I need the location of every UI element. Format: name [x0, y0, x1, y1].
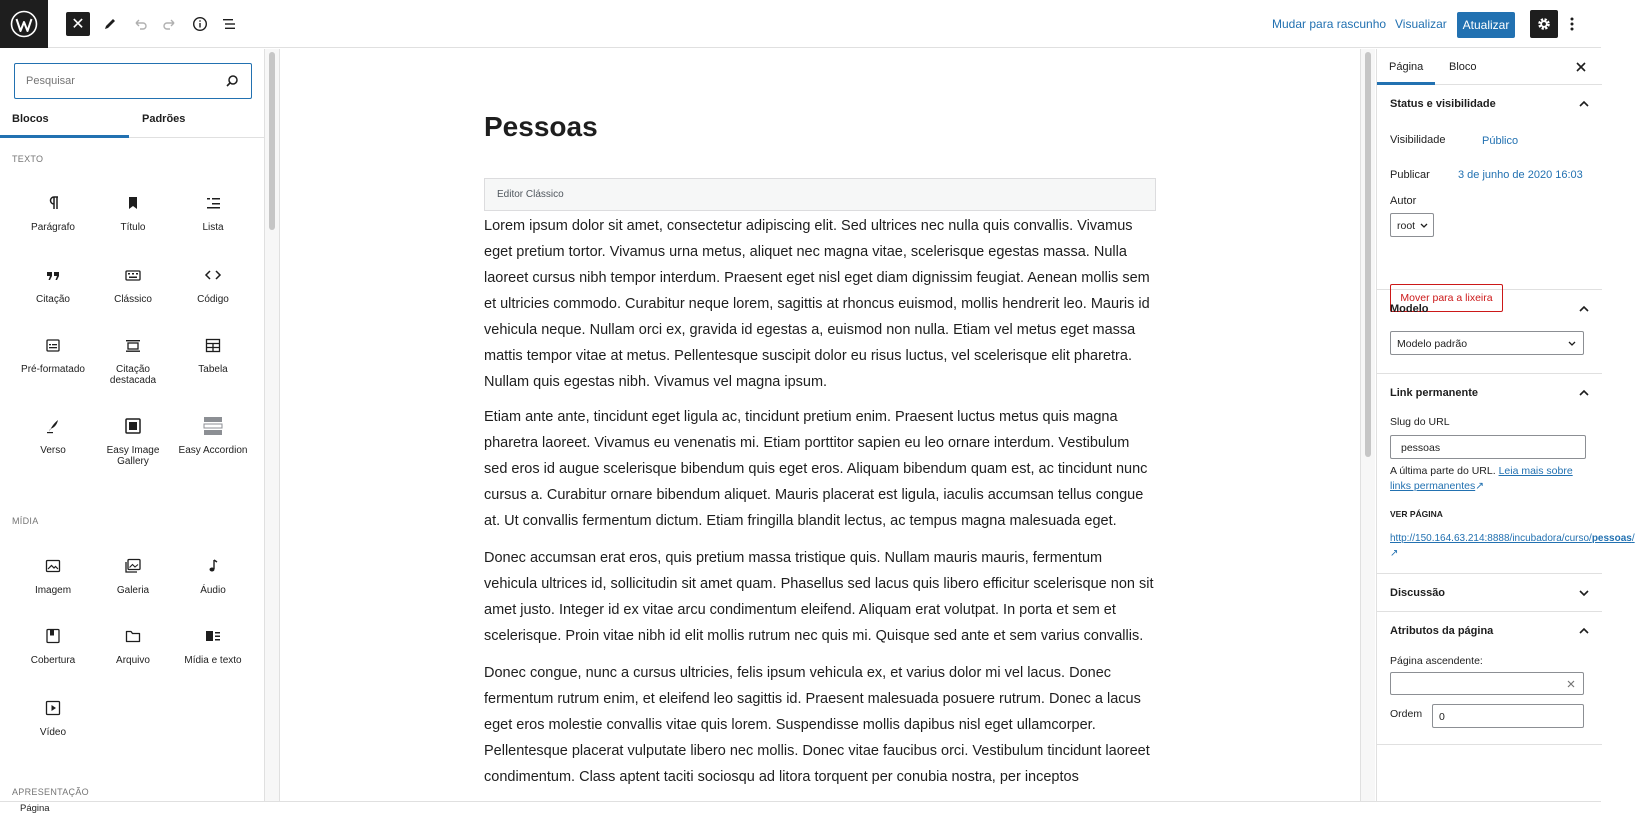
paragraph[interactable]: Donec accumsan erat eros, quis pretium massa tristique quis. Nullam mauris mauris, fermentum vehicula ultrices id, sollicitudin sit amet quam. Phasellus sed lacus quis libero efficitur scelerisque non sit amet justo. Integer id ex vitae arcu condimentum eleifend. Aliquam erat volutpat. In porta et sem et scelerisque. Proin vitae nibh id elit mollis rutrum nec quis mi. Quisque sed ante et sem varius convallis. [484, 550, 1154, 644]
block-pullquote[interactable] [93, 333, 173, 386]
pullquote-icon [123, 335, 143, 355]
panel-title[interactable]: Modelo [1390, 303, 1429, 315]
visibility-label: Visibilidade [1390, 134, 1446, 146]
audio-icon [203, 556, 223, 576]
slug-input[interactable] [1390, 435, 1586, 459]
block-label: Mídia e texto [184, 655, 242, 666]
url-end[interactable]: / [1631, 533, 1635, 544]
block-gallery[interactable] [93, 554, 173, 596]
block-video[interactable] [13, 696, 93, 738]
active-tab-indicator [0, 135, 129, 138]
chevron-down-icon [1420, 223, 1428, 229]
chevron-up-icon[interactable] [1578, 98, 1590, 110]
canvas-scrollbar[interactable] [1360, 49, 1375, 801]
parent-page-label: Página ascendente: [1390, 655, 1483, 667]
block-search-input[interactable] [14, 63, 252, 99]
redo-icon [162, 16, 178, 32]
clear-icon[interactable] [1567, 680, 1575, 688]
block-quote[interactable] [13, 263, 93, 305]
block-label: Lista [202, 222, 224, 233]
list-icon [203, 193, 223, 213]
update-button[interactable]: Atualizar [1457, 12, 1515, 38]
block-label: Arquivo [116, 655, 150, 666]
publish-label: Publicar [1390, 169, 1430, 181]
chevron-up-icon[interactable] [1578, 387, 1590, 399]
active-tab-indicator [1377, 82, 1435, 85]
code-icon [203, 265, 223, 285]
block-cover[interactable] [13, 624, 93, 666]
chevron-up-icon[interactable] [1578, 625, 1590, 637]
list-view-icon [221, 16, 237, 32]
panel-page-attributes [1377, 612, 1602, 745]
sidebar-tabs [1377, 49, 1602, 85]
url-slug[interactable]: pessoas [1591, 533, 1632, 544]
template-select[interactable] [1390, 331, 1584, 355]
block-verse[interactable] [13, 414, 93, 456]
close-icon: ✕ [71, 16, 85, 33]
publish-date-toggle[interactable]: 3 de junho de 2020 16:03 [1458, 169, 1583, 181]
block-label: Cobertura [30, 655, 76, 666]
undo-icon [132, 16, 148, 32]
editor-canvas [280, 49, 1360, 801]
panel-title[interactable]: Status e visibilidade [1390, 98, 1496, 110]
paragraph[interactable]: Etiam ante ante, tincidunt eget ligula ac, tincidunt pretium enim. Praesent luctus metus quis magna pharetra laoreet. Vivamus eu venenatis mi. Etiam porttitor sapien eu leo ornare interdum. Vestibulum sed eros id augue scelerisque bibendum quis eget eros. Aliquam bibendum quam est, ac tincidunt nunc cursus a. Curabitur ornare bibendum aliquet. Mauris placerat est ligula, iaculis accumsan tellus congue at. Ut convallis fermentum dictum. Etiam fringilla blandit lectus, ac tempus magna malesuada eget. [484, 409, 1148, 529]
chevron-up-icon[interactable] [1578, 303, 1590, 315]
preformatted-icon [43, 335, 63, 355]
panel-title[interactable]: Atributos da página [1390, 625, 1494, 637]
close-icon[interactable] [1576, 62, 1586, 72]
more-options-button[interactable] [1561, 12, 1583, 36]
gallery-plugin-icon [123, 416, 143, 436]
parent-page-input[interactable] [1390, 672, 1584, 695]
paragraph[interactable]: Donec congue, nunc a cursus ultricies, felis ipsum vehicula ex, et varius dolor mi vel lacus. Donec fermentum rutrum enim, et eleifend leo sagittis id. Praesent malesuada posuere rutrum. Donec a lacus eget eros molestie convallis vitae quis lorem. Suspendisse mollis dapibus nisl eget ullamcorper. Pellentesque placerat vulputate libero nec mollis. Donec vitae faucibus orci. Vestibulum tincidunt laoreet condimentum. Class aptent taciti sociosqu ad litora torquent per conubia nostra, per inceptos [484, 665, 1150, 785]
page-title[interactable]: Pessoas [484, 111, 598, 142]
order-input[interactable] [1432, 704, 1584, 728]
block-breadcrumb-bar [0, 801, 1601, 813]
editor-header [0, 0, 1601, 48]
chevron-down-icon [1568, 341, 1576, 347]
block-label: Tabela [198, 364, 228, 375]
block-classic[interactable] [93, 263, 173, 305]
gallery-icon [123, 556, 143, 576]
panel-permalink [1377, 374, 1635, 574]
media-text-icon [203, 626, 223, 646]
scrollbar-thumb[interactable] [1365, 52, 1371, 457]
cover-icon [43, 626, 63, 646]
preview-button[interactable]: Visualizar [1395, 17, 1447, 31]
category-design: APRESENTAÇÃO [12, 787, 89, 797]
block-label: Verso [40, 445, 66, 456]
panel-title[interactable]: Discussão [1390, 587, 1446, 599]
block-preformatted[interactable] [13, 333, 93, 375]
gear-icon [1536, 16, 1552, 32]
close-inserter-button[interactable] [66, 12, 90, 36]
classic-editor-label: Editor Clássico [497, 189, 564, 200]
block-heading[interactable] [93, 191, 173, 233]
block-label: Clássico [114, 294, 152, 305]
pencil-icon [102, 16, 118, 32]
list-view-button[interactable] [217, 12, 241, 36]
block-image[interactable] [13, 554, 93, 596]
switch-to-draft-button[interactable]: Mudar para rascunho [1272, 17, 1387, 31]
block-list[interactable] [173, 191, 253, 233]
template-value: Modelo padrão [1397, 338, 1468, 350]
panel-discussion[interactable] [1377, 574, 1602, 612]
block-inserter-panel [0, 49, 265, 801]
classic-editor-toolbar[interactable] [484, 178, 1156, 211]
more-vertical-icon [1570, 16, 1574, 32]
video-icon [43, 698, 63, 718]
block-code[interactable] [173, 263, 253, 305]
page-url-link[interactable] [1390, 531, 1635, 561]
breadcrumb-page[interactable]: Página [20, 803, 50, 814]
tab-block[interactable]: Bloco [1449, 61, 1477, 73]
tab-patterns[interactable]: Padrões [142, 113, 186, 125]
block-label: Citação [36, 294, 70, 305]
settings-sidebar [1376, 49, 1635, 801]
block-paragraph[interactable] [13, 191, 93, 233]
block-easy-image-gallery[interactable] [93, 414, 173, 467]
scrollbar-thumb[interactable] [269, 52, 275, 230]
info-icon [192, 16, 208, 32]
chevron-down-icon[interactable] [1578, 587, 1590, 599]
visibility-toggle[interactable]: Público [1482, 135, 1519, 147]
author-label: Autor [1390, 195, 1417, 207]
keyboard-icon [123, 265, 143, 285]
block-label: Áudio [200, 585, 226, 596]
redo-button[interactable] [158, 12, 182, 36]
view-page-label: VER PÁGINA [1390, 509, 1443, 519]
author-select[interactable] [1390, 213, 1434, 237]
inserter-scrollbar[interactable] [265, 49, 280, 801]
tab-blocks[interactable]: Blocos [12, 113, 49, 125]
paragraph-icon [43, 193, 63, 213]
search-placeholder: Pesquisar [26, 75, 75, 87]
undo-button[interactable] [128, 12, 152, 36]
block-label: Easy Accordion [178, 445, 248, 456]
order-label: Ordem [1390, 708, 1423, 720]
wordpress-logo[interactable] [0, 0, 48, 48]
block-label: Pré-formatado [21, 364, 85, 375]
wordpress-icon [10, 10, 38, 38]
block-label: Vídeo [39, 727, 67, 738]
category-text: TEXTO [12, 154, 44, 164]
category-media: MÍDIA [12, 516, 39, 526]
image-icon [43, 556, 63, 576]
block-label: Easy Image Gallery [106, 445, 160, 467]
block-audio[interactable] [173, 554, 253, 596]
slug-label: Slug do URL [1390, 416, 1450, 428]
move-to-trash-button[interactable]: Mover para a lixeira [1390, 284, 1503, 312]
order-value: 0 [1439, 711, 1445, 723]
file-icon [123, 626, 143, 646]
settings-button[interactable] [1530, 10, 1558, 38]
panel-status-visibility [1377, 86, 1602, 304]
paragraph[interactable]: Lorem ipsum dolor sit amet, consectetur adipiscing elit. Sed ultrices nec nulla quis convallis. Vivamus eget pretium tortor. Vivamus urna metus, aliquet nec magna vitae, scelerisque egestas massa. Nulla laoreet cursus nibh tempor interdum. Praesent eget nisl eget diam dignissim feugiat. Aenean mollis sem et ultricies commodo. Curabitur neque lorem, sagittis at rhoncus euismod, mollis hendrerit leo. Mauris id vehicula neque. Nullam orci ex, gravida id egestas a, euismod non nulla. Etiam vel metus eget massa mattis tempor vitae at metus. Pellentesque suscipit dolor eu risus luctus, vel scelerisque elit pharetra. Nullam quis egestas nibh. Vivamus vel magna ipsum. [484, 218, 1150, 390]
search-icon [225, 74, 239, 88]
url-base[interactable]: http://150.164.63.214:8888/incubadora/curso/ [1390, 533, 1592, 544]
tools-button[interactable] [98, 12, 122, 36]
external-link-icon: ↗ [1475, 480, 1485, 492]
block-label: Galeria [116, 585, 150, 596]
block-label: Código [197, 294, 229, 305]
slug-value: pessoas [1401, 442, 1441, 454]
block-label: Parágrafo [31, 222, 75, 233]
accordion-icon [202, 415, 224, 437]
block-label: Imagem [34, 585, 72, 596]
inserter-tabs [0, 104, 265, 138]
help-text: A última parte do URL. [1390, 465, 1496, 477]
panel-title[interactable]: Link permanente [1390, 387, 1479, 399]
verse-icon [43, 416, 63, 436]
external-link-icon: ↗ [1390, 548, 1399, 559]
block-label: Título [120, 222, 146, 233]
learn-more-link[interactable]: Leia mais sobre links permanentes [1390, 465, 1573, 492]
block-label: Citação destacada [109, 364, 157, 386]
heading-icon [123, 193, 143, 213]
block-table[interactable] [173, 333, 253, 375]
author-value: root [1397, 220, 1416, 232]
panel-template [1377, 290, 1602, 374]
quote-icon [43, 265, 63, 285]
table-icon [203, 335, 223, 355]
tab-page[interactable]: Página [1389, 61, 1424, 73]
block-easy-accordion[interactable] [173, 414, 253, 456]
details-button[interactable] [188, 12, 212, 36]
block-file[interactable] [93, 624, 173, 666]
block-media-text[interactable] [173, 624, 253, 666]
permalink-help [1390, 464, 1595, 494]
